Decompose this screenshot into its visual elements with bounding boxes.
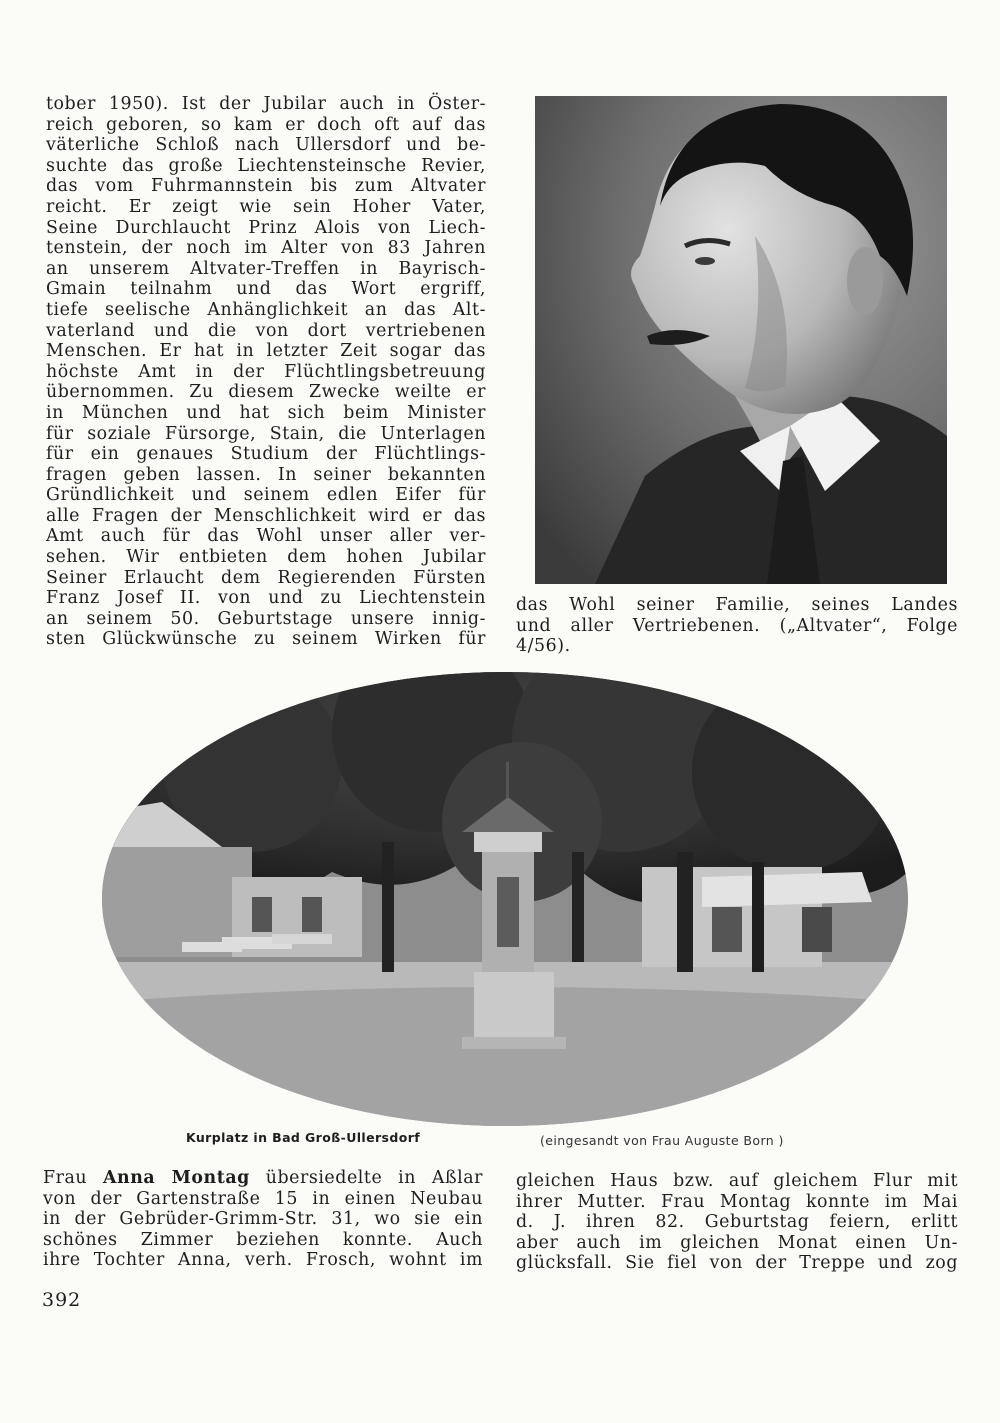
text-line: übernommen. Zu diesem Zwecke weilte er [46,382,486,403]
photo-credit: (eingesandt von Frau Auguste Born ) [540,1133,784,1148]
text-line: in der Gebrüder-Grimm-Str. 31, wo sie ein [43,1209,483,1230]
photo-caption: Kurplatz in Bad Groß-Ullersdorf [186,1130,421,1145]
text-line: reicht. Er zeigt wie sein Hoher Vater, [46,196,486,217]
page-number: 392 [42,1289,82,1311]
text-line: väterliche Schloß nach Ullersdorf und be- [46,135,486,156]
text-line: reich geboren, so kam er doch oft auf das [46,114,486,135]
text-rest: übersiedelte in Aßlar [249,1168,483,1188]
text-line: alle Fragen der Menschlichkeit wird er das [46,505,486,526]
text-line: tiefe seelische Anhänglichkeit an das Alt- [46,299,486,320]
text-line: sten Glückwünsche zu seinem Wirken für [46,629,486,650]
text-line: Franz Josef II. von und zu Liechtenstein [46,588,486,609]
text-line: an seinem 50. Geburtstage unsere innig- [46,608,486,629]
text-line: glücksfall. Sie fiel von der Treppe und zog [516,1253,958,1274]
text-line: aber auch im gleichen Monat einen Un- [516,1232,958,1253]
text-line: ihre Tochter Anna, verh. Frosch, wohnt im [43,1250,483,1271]
bottom-left-text [43,1168,483,1271]
right-column-text [516,595,958,657]
text-line: für soziale Fürsorge, Stain, die Unterlagen [46,423,486,444]
portrait-photo [535,96,947,584]
bottom-right-text [516,1171,958,1274]
text-line: für ein genaues Studium der Flüchtlings- [46,444,486,465]
kurplatz-photo [102,672,908,1126]
text-line: und aller Vertriebenen. („Altvater“, Folge [516,615,958,636]
text-line: Gmain teilnahm und das Wort ergriff, [46,279,486,300]
text-line: suchte das große Liechtensteinsche Revier, [46,155,486,176]
text-line: ihrer Mutter. Frau Montag konnte im Mai [516,1191,958,1212]
text-line: an unserem Altvater-Treffen in Bayrisch- [46,258,486,279]
text-line [43,1168,483,1189]
person-name: Anna Montag [103,1168,250,1188]
text-line: d. J. ihren 82. Geburtstag feiern, erlitt [516,1212,958,1233]
text-line: schönes Zimmer beziehen konnte. Auch [43,1229,483,1250]
text-line: Seine Durchlaucht Prinz Alois von Liech- [46,217,486,238]
left-column-text [46,94,486,650]
text-line: von der Gartenstraße 15 in einen Neubau [43,1188,483,1209]
text-line: 4/56). [516,636,571,657]
text-line: Amt auch für das Wohl unser aller ver- [46,526,486,547]
text-line: in München und hat sich beim Minister [46,402,486,423]
text-line: fragen geben lassen. In seiner bekannten [46,464,486,485]
text-line: höchste Amt in der Flüchtlingsbetreuung [46,361,486,382]
text-line: gleichen Haus bzw. auf gleichem Flur mit [516,1171,958,1191]
text-line: Gründlichkeit und seinem edlen Eifer für [46,485,486,506]
text-line: Seiner Erlaucht dem Regierenden Fürsten [46,567,486,588]
text-line: vaterland und die von dort vertriebenen [46,320,486,341]
text-line: tober 1950). Ist der Jubilar auch in Öster- [46,94,486,114]
text-line: das Wohl seiner Familie, seines Landes [516,595,958,615]
text-line: tenstein, der noch im Alter von 83 Jahren [46,238,486,259]
text-line: das vom Fuhrmannstein bis zum Altvater [46,176,486,197]
text-line: sehen. Wir entbieten dem hohen Jubilar [46,547,486,568]
text-lead: Frau [43,1168,103,1188]
text-line: Menschen. Er hat in letzter Zeit sogar das [46,341,486,362]
